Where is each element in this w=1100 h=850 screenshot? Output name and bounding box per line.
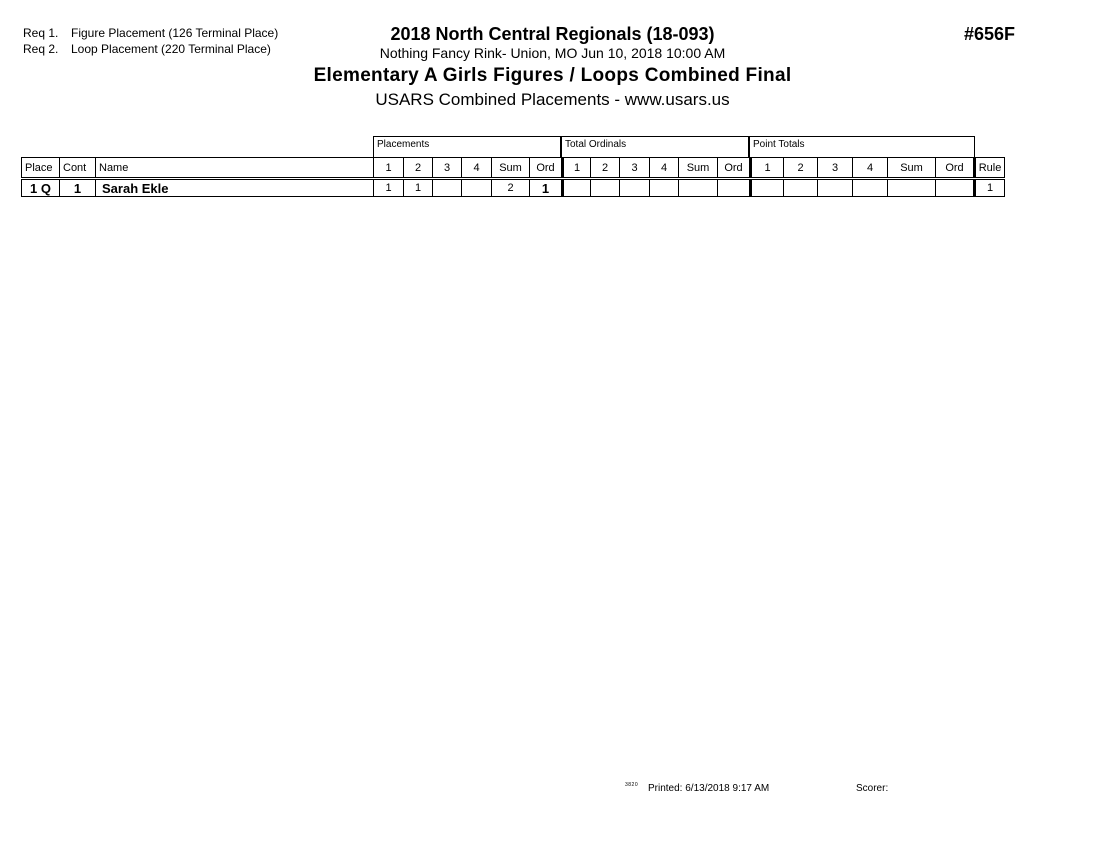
col-ordinal-2: 2: [590, 157, 619, 177]
printed-timestamp: Printed: 6/13/2018 9:17 AM: [648, 783, 770, 794]
col-placement-ord: Ord: [529, 157, 561, 177]
col-place: Place: [21, 157, 59, 177]
row-points-sum: [887, 179, 935, 197]
row-placement-ord: 1: [529, 179, 561, 197]
row-placement-1: 1: [373, 179, 403, 197]
row-placement-3: [432, 179, 461, 197]
row-ordinal-sum: [678, 179, 717, 197]
row-placement-2: 1: [403, 179, 432, 197]
col-placement-3: 3: [432, 157, 461, 177]
requirement-text: Loop Placement (220 Terminal Place): [71, 42, 271, 56]
requirement-text: Figure Placement (126 Terminal Place): [71, 26, 279, 40]
row-rule: 1: [973, 179, 1005, 197]
col-points-3: 3: [817, 157, 852, 177]
document-id: #656F: [964, 24, 1016, 44]
col-placement-sum: Sum: [491, 157, 529, 177]
col-placement-1: 1: [373, 157, 403, 177]
row-ordinal-2: [590, 179, 619, 197]
col-ordinal-ord: Ord: [717, 157, 749, 177]
row-ordinal-3: [619, 179, 649, 197]
col-placement-4: 4: [461, 157, 491, 177]
row-points-2: [783, 179, 817, 197]
col-ordinal-3: 3: [619, 157, 649, 177]
row-ordinal-4: [649, 179, 678, 197]
row-ordinal-ord: [717, 179, 749, 197]
row-placement-4: [461, 179, 491, 197]
report-code: 3820: [625, 782, 639, 788]
row-placement-sum: 2: [491, 179, 529, 197]
group-total-ordinals: Total Ordinals: [561, 136, 749, 157]
col-ordinal-4: 4: [649, 157, 678, 177]
event-title: 2018 North Central Regionals (18-093): [390, 24, 715, 44]
venue-line: Nothing Fancy Rink- Union, MO Jun 10, 2018 10:00 AM: [379, 45, 726, 61]
row-place: 1 Q: [21, 179, 59, 197]
col-cont: Cont: [59, 157, 95, 177]
row-points-3: [817, 179, 852, 197]
row-ordinal-1: [561, 179, 590, 197]
requirement-number: Req 1.: [23, 26, 59, 40]
results-subtitle: USARS Combined Placements - www.usars.us: [375, 90, 730, 109]
group-placements: Placements: [373, 136, 561, 157]
col-points-1: 1: [749, 157, 783, 177]
col-points-sum: Sum: [887, 157, 935, 177]
requirement-number: Req 2.: [23, 42, 59, 56]
col-placement-2: 2: [403, 157, 432, 177]
row-name: Sarah Ekle: [95, 179, 373, 197]
col-rule: Rule: [973, 157, 1005, 177]
col-ordinal-1: 1: [561, 157, 590, 177]
col-name: Name: [95, 157, 373, 177]
competition-title: Elementary A Girls Figures / Loops Combined Final: [313, 65, 792, 86]
row-points-1: [749, 179, 783, 197]
scorer-label: Scorer:: [856, 783, 889, 794]
row-points-ord: [935, 179, 973, 197]
col-points-2: 2: [783, 157, 817, 177]
row-points-4: [852, 179, 887, 197]
group-point-totals: Point Totals: [749, 136, 975, 157]
col-ordinal-sum: Sum: [678, 157, 717, 177]
row-cont: 1: [59, 179, 95, 197]
col-points-4: 4: [852, 157, 887, 177]
header-divider: [21, 177, 1005, 178]
col-points-ord: Ord: [935, 157, 973, 177]
